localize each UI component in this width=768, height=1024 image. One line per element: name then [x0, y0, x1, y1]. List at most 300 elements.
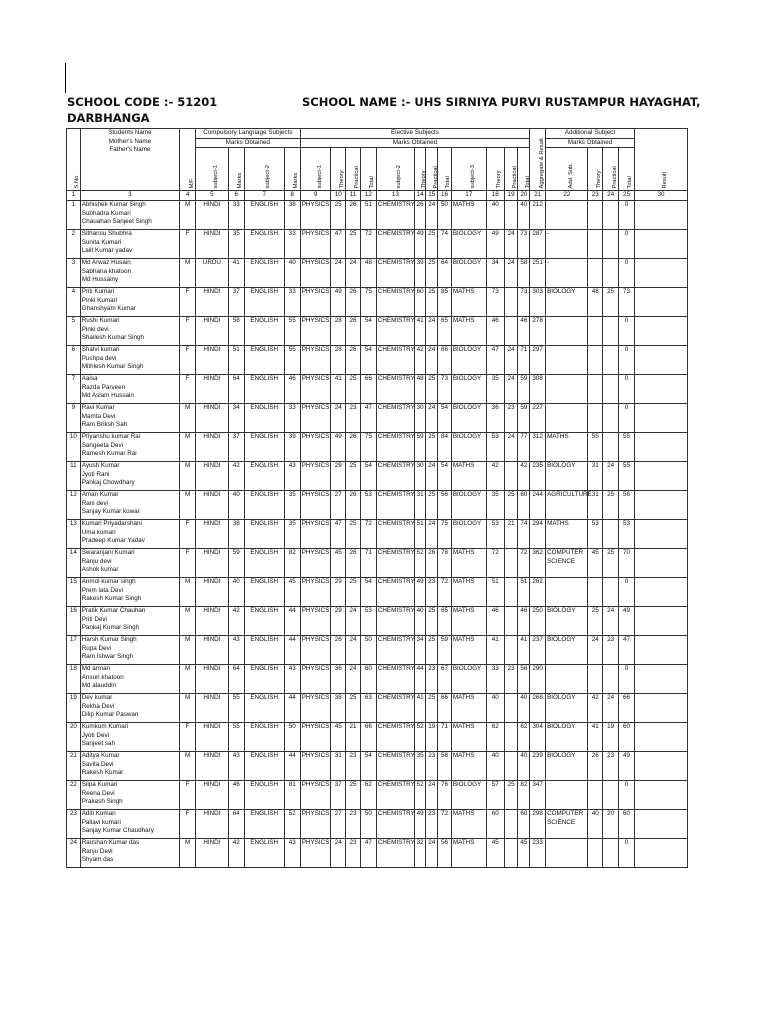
cell-mf: M [180, 636, 196, 665]
cell-addtot: 55 [619, 462, 635, 491]
cell-sno: 7 [67, 375, 81, 404]
cell-m1: 34 [228, 404, 244, 433]
cell-e1p: 25 [346, 520, 361, 549]
cell-e3t: 40 [486, 694, 504, 723]
cell-e1tot: 63 [360, 694, 376, 723]
cell-e2t: 60 [414, 288, 426, 317]
cell-s2: ENGLISH [244, 665, 284, 694]
cell-m1: 42 [228, 607, 244, 636]
cell-addtot: 60 [619, 723, 635, 752]
student-name: Sithansu Shubhra [81, 230, 132, 237]
cell-e1p: 24 [346, 607, 361, 636]
cell-e2tot: 73 [438, 375, 452, 404]
cell-e1tot: 72 [360, 230, 376, 259]
cell-e2: CHEMISTRY [376, 404, 414, 433]
sub-header: Practical [346, 148, 361, 191]
cell-agg: 290 [530, 665, 546, 694]
cell-addt [588, 317, 603, 346]
column-number: 4 [180, 191, 196, 201]
cell-agg: 278 [530, 317, 546, 346]
cell-e3t: 41 [486, 636, 504, 665]
cell-agg: 303 [530, 288, 546, 317]
school-code: SCHOOL CODE :- 51201 [67, 95, 218, 109]
cell-addp: 24 [603, 694, 619, 723]
cell-e3: MATHS [451, 317, 486, 346]
cell-e1tot: 54 [360, 346, 376, 375]
cell-e1: PHYSICS [300, 288, 331, 317]
compulsory-header: Compulsory Language Subjects [196, 129, 301, 139]
cell-e1tot: 54 [360, 317, 376, 346]
cell-e1: PHYSICS [300, 694, 331, 723]
cell-m2: 33 [284, 230, 300, 259]
cell-mf: M [180, 694, 196, 723]
cell-e3p: 21 [504, 520, 518, 549]
cell-add: COMPUTER SCIENCE [546, 549, 588, 578]
cell-e2t: 49 [414, 230, 426, 259]
table-row [67, 404, 688, 433]
student-name: Raushan Kumar das [81, 839, 140, 846]
cell-e3t: 46 [486, 607, 504, 636]
cell-e3p [504, 752, 518, 781]
cell-e2tot: 54 [438, 462, 452, 491]
cell-e3t: 60 [486, 810, 504, 839]
cell-e2p: 24 [426, 462, 438, 491]
cell-e2tot: 84 [438, 433, 452, 462]
cell-addt: 55 [588, 433, 603, 462]
cell-res [634, 230, 687, 259]
cell-e1t: 49 [331, 288, 346, 317]
cell-e3p [504, 462, 518, 491]
school-name: SCHOOL NAME :- UHS SIRNIYA PURVI RUSTAMPUR HAYAGHAT, [302, 95, 701, 109]
cell-m1: 64 [228, 810, 244, 839]
cell-e3tot: 45 [518, 839, 530, 868]
cell-e2: CHEMISTRY [376, 433, 414, 462]
student-names-cell [80, 839, 179, 868]
cell-e2p: 25 [426, 636, 438, 665]
cell-e1tot: 54 [360, 578, 376, 607]
mother-name: Jyoti Devi [81, 731, 110, 739]
student-name: Kumari Priyadarshani [81, 520, 142, 527]
cell-e3t: 42 [486, 462, 504, 491]
cell-e1: PHYSICS [300, 810, 331, 839]
cell-add [546, 317, 588, 346]
cell-s2: ENGLISH [244, 201, 284, 230]
table-row [67, 839, 688, 868]
cell-sno: 24 [67, 839, 81, 868]
cell-e2tot: 65 [438, 317, 452, 346]
cell-add [546, 201, 588, 230]
cell-e3tot: 73 [518, 288, 530, 317]
sub-header: Add. Sub. [546, 148, 588, 191]
cell-agg: 235 [530, 462, 546, 491]
mother-name: Rekha Devi [81, 702, 115, 710]
cell-s1: HINDI [196, 201, 229, 230]
cell-sno: 10 [67, 433, 81, 462]
cell-e1t: 37 [331, 781, 346, 810]
student-names-cell [80, 723, 179, 752]
cell-e3t: 53 [486, 433, 504, 462]
cell-e2p: 25 [426, 375, 438, 404]
cell-e3p: 25 [504, 491, 518, 520]
cell-e3: MATHS [451, 578, 486, 607]
cell-e2p: 24 [426, 346, 438, 375]
cell-e1p: 26 [346, 491, 361, 520]
cell-m1: 38 [228, 520, 244, 549]
cell-s1: HINDI [196, 462, 229, 491]
cell-e2t: 26 [414, 201, 426, 230]
father-name: Pradeep Kumar Yadav [81, 537, 145, 544]
cell-res [634, 317, 687, 346]
mother-name: Pinki devi [81, 325, 109, 333]
mother-name: Sabhana khatoon [81, 267, 132, 275]
cell-m1: 51 [228, 346, 244, 375]
cell-sno: 4 [67, 288, 81, 317]
cell-e2tot: 76 [438, 781, 452, 810]
cell-mf: M [180, 433, 196, 462]
cell-m1: 55 [228, 694, 244, 723]
cell-e3: MATHS [451, 723, 486, 752]
cell-res [634, 462, 687, 491]
cell-e3tot: 40 [518, 201, 530, 230]
cell-s2: ENGLISH [244, 607, 284, 636]
cell-add: - [546, 230, 588, 259]
student-names-cell [80, 810, 179, 839]
sub-header: Theory [414, 148, 426, 191]
cell-e1t: 45 [331, 549, 346, 578]
student-name: Md Arwaz Husain [81, 259, 131, 266]
table-row [67, 259, 688, 288]
cell-e3p [504, 288, 518, 317]
table-row [67, 607, 688, 636]
cell-e3: BIOLOGY [451, 230, 486, 259]
cell-mf: F [180, 549, 196, 578]
table-row [67, 375, 688, 404]
cell-e3: MATHS [451, 752, 486, 781]
cell-m1: 64 [228, 665, 244, 694]
column-number: 22 [546, 191, 588, 201]
student-name: Pratik Kumar Chauhan [81, 607, 146, 614]
cell-e2: CHEMISTRY [376, 317, 414, 346]
sub-header: Theory [331, 148, 346, 191]
cell-e3t: 47 [486, 346, 504, 375]
mother-name: Ranju Devi [81, 847, 113, 855]
cell-s2: ENGLISH [244, 462, 284, 491]
sub-header: Marks [228, 148, 244, 191]
cell-e3p [504, 578, 518, 607]
cell-e1t: 47 [331, 230, 346, 259]
cell-e2p: 24 [426, 317, 438, 346]
cell-addtot: 0 [619, 781, 635, 810]
cell-e1tot: 54 [360, 752, 376, 781]
cell-addt [588, 839, 603, 868]
cell-e2p: 23 [426, 578, 438, 607]
cell-e1t: 28 [331, 346, 346, 375]
cell-e2t: 41 [414, 694, 426, 723]
father-name: Shailesh Kumar Singh [81, 334, 145, 341]
cell-mf: F [180, 810, 196, 839]
result-header: Result [634, 129, 687, 191]
cell-e2p: 24 [426, 781, 438, 810]
cell-e2tot: 58 [438, 752, 452, 781]
sub-header: Total [438, 148, 452, 191]
cell-e1t: 27 [331, 810, 346, 839]
cell-s1: HINDI [196, 694, 229, 723]
cell-s1: HINDI [196, 230, 229, 259]
cell-m2: 40 [284, 259, 300, 288]
student-names-cell [80, 549, 179, 578]
cell-e2tot: 54 [438, 404, 452, 433]
cell-add [546, 781, 588, 810]
cell-e1p: 24 [346, 665, 361, 694]
table-row [67, 723, 688, 752]
cell-add [546, 375, 588, 404]
cell-e1tot: 72 [360, 520, 376, 549]
cell-addp [603, 520, 619, 549]
cell-m1: 37 [228, 433, 244, 462]
father-name: Prakash Singh [81, 798, 123, 805]
cell-addt [588, 230, 603, 259]
result-table [66, 128, 688, 868]
cell-res [634, 665, 687, 694]
cell-res [634, 288, 687, 317]
cell-res [634, 491, 687, 520]
cell-res [634, 781, 687, 810]
mother-name: Reena Devi [81, 789, 115, 797]
cell-e1p: 26 [346, 317, 361, 346]
cell-mf: M [180, 462, 196, 491]
cell-m2: 55 [284, 346, 300, 375]
cell-e2tot: 64 [438, 259, 452, 288]
cell-sno: 17 [67, 636, 81, 665]
student-name: Dev kumar [81, 694, 113, 701]
cell-addtot: 0 [619, 404, 635, 433]
cell-e1t: 36 [331, 665, 346, 694]
cell-e1t: 41 [331, 375, 346, 404]
cell-e1p: 23 [346, 810, 361, 839]
table-row [67, 346, 688, 375]
cell-res [634, 520, 687, 549]
cell-e1: PHYSICS [300, 230, 331, 259]
cell-e2t: 35 [414, 752, 426, 781]
district: DARBHANGA [67, 111, 150, 125]
cell-e3: BIOLOGY [451, 346, 486, 375]
cell-m2: 81 [284, 781, 300, 810]
cell-e1tot: 53 [360, 607, 376, 636]
cell-s2: ENGLISH [244, 346, 284, 375]
student-name: Aditya Kumar [81, 752, 120, 759]
student-names-cell [80, 375, 179, 404]
cell-e3: MATHS [451, 288, 486, 317]
table-row [67, 781, 688, 810]
elective-header: Elective Subjects [300, 129, 530, 139]
cell-addt: 24 [588, 636, 603, 665]
cell-e2t: 59 [414, 433, 426, 462]
cell-addtot: 0 [619, 259, 635, 288]
cell-m1: 41 [228, 259, 244, 288]
cell-e2t: 52 [414, 781, 426, 810]
cell-e2tot: 85 [438, 288, 452, 317]
cell-add: BIOLOGY [546, 636, 588, 665]
student-names-cell [80, 404, 179, 433]
column-number: 9 [300, 191, 331, 201]
cell-m1: 42 [228, 462, 244, 491]
cell-res [634, 752, 687, 781]
cell-e3t: 57 [486, 781, 504, 810]
cell-addtot: 49 [619, 607, 635, 636]
sub-header: Practical [426, 148, 438, 191]
cell-e3t: 46 [486, 317, 504, 346]
cell-e3tot: 46 [518, 607, 530, 636]
cell-addtot: 56 [619, 491, 635, 520]
sno-header: S.No [67, 129, 81, 191]
cell-s2: ENGLISH [244, 433, 284, 462]
cell-s2: ENGLISH [244, 723, 284, 752]
cell-addt [588, 375, 603, 404]
cell-addt: 31 [588, 462, 603, 491]
cell-e2p: 24 [426, 201, 438, 230]
cell-e1p: 26 [346, 346, 361, 375]
cell-e3tot: 72 [518, 549, 530, 578]
student-names-cell [80, 607, 179, 636]
cell-addt: 48 [588, 288, 603, 317]
cell-addt [588, 201, 603, 230]
cell-e1tot: 66 [360, 723, 376, 752]
cell-e2tot: 66 [438, 694, 452, 723]
cell-e3: BIOLOGY [451, 433, 486, 462]
cell-m1: 43 [228, 636, 244, 665]
father-name: Ghanshyam Kumar [81, 305, 136, 312]
cell-e1t: 24 [331, 839, 346, 868]
cell-e3p [504, 723, 518, 752]
cell-e2: CHEMISTRY [376, 781, 414, 810]
student-names-cell [80, 636, 179, 665]
cell-s2: ENGLISH [244, 375, 284, 404]
cell-e1t: 29 [331, 462, 346, 491]
column-number: 6 [228, 191, 244, 201]
cell-m1: 64 [228, 375, 244, 404]
cell-e2t: 42 [414, 346, 426, 375]
cell-s2: ENGLISH [244, 491, 284, 520]
column-number: 10 [331, 191, 346, 201]
table-row [67, 810, 688, 839]
cell-addp [603, 317, 619, 346]
cell-e3tot: 58 [518, 259, 530, 288]
cell-s1: HINDI [196, 752, 229, 781]
cell-e2tot: 71 [438, 723, 452, 752]
cell-add: BIOLOGY [546, 288, 588, 317]
cell-e1: PHYSICS [300, 781, 331, 810]
cell-sno: 21 [67, 752, 81, 781]
mother-name: Pinki Kumari [81, 296, 118, 304]
cell-addtot: 0 [619, 665, 635, 694]
cell-e3: BIOLOGY [451, 665, 486, 694]
cell-e1t: 29 [331, 607, 346, 636]
column-number-row [67, 191, 688, 201]
cell-addt: 53 [588, 520, 603, 549]
cell-e3t: 35 [486, 375, 504, 404]
sub-header: subject-1 [196, 148, 229, 191]
sub-header: Practical [603, 148, 619, 191]
cell-add: BIOLOGY [546, 694, 588, 723]
cell-e3tot: 82 [518, 781, 530, 810]
student-name: Silpa Kumari [81, 781, 118, 788]
cell-sno: 14 [67, 549, 81, 578]
cell-addt [588, 346, 603, 375]
cell-e1tot: 54 [360, 462, 376, 491]
cell-m1: 42 [228, 839, 244, 868]
cell-e1tot: 47 [360, 404, 376, 433]
cell-e3t: 36 [486, 404, 504, 433]
cell-addtot: 55 [619, 433, 635, 462]
cell-addtot: 47 [619, 636, 635, 665]
cell-e1: PHYSICS [300, 839, 331, 868]
father-name: Md Hussainy [81, 276, 119, 283]
father-name: Sanjay Kumar kuwar [81, 508, 140, 515]
cell-m1: 33 [228, 201, 244, 230]
cell-agg: 287 [530, 230, 546, 259]
cell-addp [603, 201, 619, 230]
cell-e2t: 40 [414, 607, 426, 636]
cell-e3tot: 71 [518, 346, 530, 375]
cell-addtot: 0 [619, 230, 635, 259]
table-row [67, 549, 688, 578]
column-number: 7 [244, 191, 284, 201]
cell-mf: F [180, 375, 196, 404]
cell-s1: HINDI [196, 404, 229, 433]
cell-s1: HINDI [196, 288, 229, 317]
cell-e2: CHEMISTRY [376, 607, 414, 636]
cell-e3t: 34 [486, 259, 504, 288]
cell-e1p: 26 [346, 549, 361, 578]
cell-agg: 250 [530, 607, 546, 636]
cell-e1: PHYSICS [300, 404, 331, 433]
sub-header: Practical [504, 148, 518, 191]
table-row [67, 317, 688, 346]
column-number: 18 [486, 191, 504, 201]
cell-sno: 22 [67, 781, 81, 810]
cell-e1p: 25 [346, 230, 361, 259]
cell-e1: PHYSICS [300, 201, 331, 230]
cell-e1: PHYSICS [300, 723, 331, 752]
cell-e3: BIOLOGY [451, 491, 486, 520]
cell-e3t: 73 [486, 288, 504, 317]
cell-e1: PHYSICS [300, 375, 331, 404]
cell-sno: 16 [67, 607, 81, 636]
cell-e1: PHYSICS [300, 578, 331, 607]
cell-e2tot: 56 [438, 491, 452, 520]
cell-e2t: 44 [414, 665, 426, 694]
table-row [67, 752, 688, 781]
cell-mf: F [180, 230, 196, 259]
student-name: Priti Kumari [81, 288, 115, 295]
cell-s1: HINDI [196, 781, 229, 810]
cell-m2: 43 [284, 462, 300, 491]
cell-e1: PHYSICS [300, 665, 331, 694]
student-names-cell [80, 462, 179, 491]
cell-e2t: 39 [414, 259, 426, 288]
cell-e2p: 25 [426, 433, 438, 462]
cell-s1: HINDI [196, 723, 229, 752]
table-row [67, 462, 688, 491]
father-name: Ramesh Kumar Rai [81, 450, 137, 457]
father-name: Shyam das [81, 856, 114, 863]
cell-e2: CHEMISTRY [376, 694, 414, 723]
cell-s1: HINDI [196, 810, 229, 839]
cell-e1p: 23 [346, 752, 361, 781]
student-names-cell [80, 520, 179, 549]
table-row [67, 665, 688, 694]
column-number: 23 [588, 191, 603, 201]
